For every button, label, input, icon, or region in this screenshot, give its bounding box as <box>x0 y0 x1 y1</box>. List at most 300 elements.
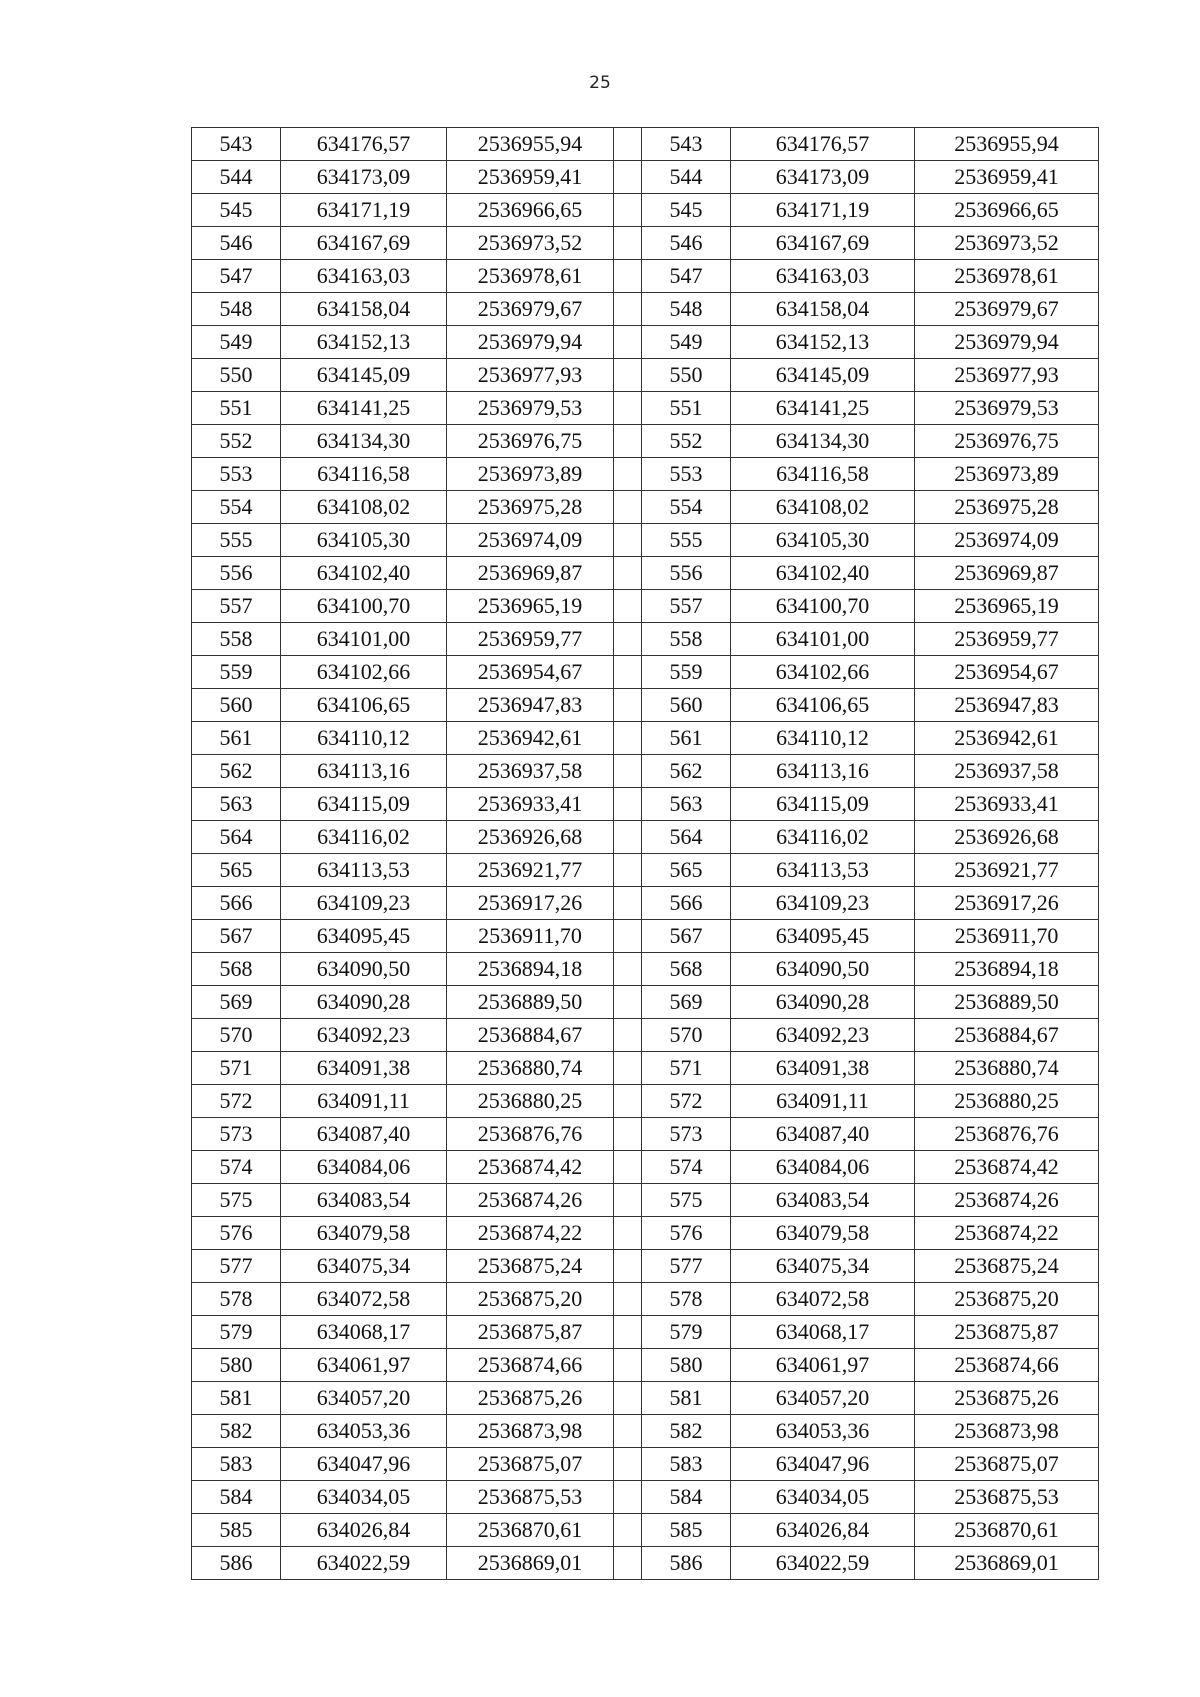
x-coordinate-cell: 634167,69 <box>281 227 447 260</box>
point-number-cell: 570 <box>642 1019 731 1052</box>
point-number-cell: 574 <box>642 1151 731 1184</box>
x-coordinate-cell: 634061,97 <box>281 1349 447 1382</box>
y-coordinate-cell: 2536874,22 <box>915 1217 1099 1250</box>
y-coordinate-cell: 2536965,19 <box>447 590 614 623</box>
table-row <box>192 1184 1099 1217</box>
separator-cell <box>614 788 642 821</box>
x-coordinate-cell: 634171,19 <box>281 194 447 227</box>
point-number-cell: 550 <box>192 359 281 392</box>
separator-cell <box>614 293 642 326</box>
table-row <box>192 656 1099 689</box>
y-coordinate-cell: 2536880,74 <box>447 1052 614 1085</box>
table-row <box>192 524 1099 557</box>
point-number-cell: 543 <box>642 128 731 161</box>
table-row <box>192 689 1099 722</box>
x-coordinate-cell: 634141,25 <box>281 392 447 425</box>
separator-cell <box>614 1415 642 1448</box>
x-coordinate-cell: 634163,03 <box>281 260 447 293</box>
y-coordinate-cell: 2536874,26 <box>915 1184 1099 1217</box>
x-coordinate-cell: 634068,17 <box>731 1316 915 1349</box>
table-row <box>192 887 1099 920</box>
point-number-cell: 572 <box>642 1085 731 1118</box>
separator-cell <box>614 425 642 458</box>
x-coordinate-cell: 634167,69 <box>731 227 915 260</box>
y-coordinate-cell: 2536917,26 <box>915 887 1099 920</box>
x-coordinate-cell: 634068,17 <box>281 1316 447 1349</box>
x-coordinate-cell: 634115,09 <box>731 788 915 821</box>
table-row <box>192 1382 1099 1415</box>
point-number-cell: 553 <box>642 458 731 491</box>
separator-cell <box>614 1448 642 1481</box>
table-row <box>192 986 1099 1019</box>
table-row <box>192 1448 1099 1481</box>
point-number-cell: 558 <box>642 623 731 656</box>
x-coordinate-cell: 634100,70 <box>731 590 915 623</box>
point-number-cell: 554 <box>192 491 281 524</box>
separator-cell <box>614 722 642 755</box>
table-row <box>192 953 1099 986</box>
point-number-cell: 568 <box>642 953 731 986</box>
point-number-cell: 549 <box>642 326 731 359</box>
y-coordinate-cell: 2536959,41 <box>915 161 1099 194</box>
x-coordinate-cell: 634087,40 <box>281 1118 447 1151</box>
table-row <box>192 260 1099 293</box>
y-coordinate-cell: 2536954,67 <box>915 656 1099 689</box>
table-row <box>192 1250 1099 1283</box>
point-number-cell: 551 <box>642 392 731 425</box>
point-number-cell: 574 <box>192 1151 281 1184</box>
table-row <box>192 326 1099 359</box>
y-coordinate-cell: 2536876,76 <box>915 1118 1099 1151</box>
table-row <box>192 1349 1099 1382</box>
y-coordinate-cell: 2536933,41 <box>447 788 614 821</box>
y-coordinate-cell: 2536889,50 <box>447 986 614 1019</box>
x-coordinate-cell: 634102,66 <box>281 656 447 689</box>
x-coordinate-cell: 634057,20 <box>281 1382 447 1415</box>
x-coordinate-cell: 634176,57 <box>731 128 915 161</box>
table-row <box>192 194 1099 227</box>
x-coordinate-cell: 634116,02 <box>281 821 447 854</box>
point-number-cell: 559 <box>192 656 281 689</box>
x-coordinate-cell: 634057,20 <box>731 1382 915 1415</box>
x-coordinate-cell: 634108,02 <box>731 491 915 524</box>
separator-cell <box>614 689 642 722</box>
y-coordinate-cell: 2536979,67 <box>915 293 1099 326</box>
point-number-cell: 571 <box>192 1052 281 1085</box>
table-row <box>192 161 1099 194</box>
separator-cell <box>614 755 642 788</box>
y-coordinate-cell: 2536978,61 <box>915 260 1099 293</box>
y-coordinate-cell: 2536880,74 <box>915 1052 1099 1085</box>
y-coordinate-cell: 2536869,01 <box>915 1547 1099 1580</box>
x-coordinate-cell: 634173,09 <box>281 161 447 194</box>
y-coordinate-cell: 2536880,25 <box>915 1085 1099 1118</box>
separator-cell <box>614 1316 642 1349</box>
y-coordinate-cell: 2536959,41 <box>447 161 614 194</box>
point-number-cell: 547 <box>192 260 281 293</box>
y-coordinate-cell: 2536869,01 <box>447 1547 614 1580</box>
y-coordinate-cell: 2536875,53 <box>915 1481 1099 1514</box>
x-coordinate-cell: 634134,30 <box>281 425 447 458</box>
x-coordinate-cell: 634053,36 <box>281 1415 447 1448</box>
x-coordinate-cell: 634113,53 <box>281 854 447 887</box>
point-number-cell: 582 <box>192 1415 281 1448</box>
y-coordinate-cell: 2536974,09 <box>447 524 614 557</box>
point-number-cell: 546 <box>192 227 281 260</box>
point-number-cell: 552 <box>192 425 281 458</box>
point-number-cell: 567 <box>642 920 731 953</box>
point-number-cell: 556 <box>642 557 731 590</box>
point-number-cell: 544 <box>192 161 281 194</box>
point-number-cell: 565 <box>192 854 281 887</box>
point-number-cell: 582 <box>642 1415 731 1448</box>
point-number-cell: 545 <box>192 194 281 227</box>
y-coordinate-cell: 2536894,18 <box>915 953 1099 986</box>
x-coordinate-cell: 634100,70 <box>281 590 447 623</box>
x-coordinate-cell: 634113,16 <box>731 755 915 788</box>
y-coordinate-cell: 2536969,87 <box>915 557 1099 590</box>
x-coordinate-cell: 634047,96 <box>731 1448 915 1481</box>
separator-cell <box>614 557 642 590</box>
point-number-cell: 579 <box>192 1316 281 1349</box>
point-number-cell: 569 <box>642 986 731 1019</box>
point-number-cell: 562 <box>192 755 281 788</box>
separator-cell <box>614 1547 642 1580</box>
table-row <box>192 1019 1099 1052</box>
y-coordinate-cell: 2536875,26 <box>447 1382 614 1415</box>
y-coordinate-cell: 2536976,75 <box>447 425 614 458</box>
x-coordinate-cell: 634116,58 <box>281 458 447 491</box>
point-number-cell: 584 <box>642 1481 731 1514</box>
point-number-cell: 549 <box>192 326 281 359</box>
y-coordinate-cell: 2536976,75 <box>915 425 1099 458</box>
x-coordinate-cell: 634072,58 <box>281 1283 447 1316</box>
y-coordinate-cell: 2536874,42 <box>915 1151 1099 1184</box>
x-coordinate-cell: 634145,09 <box>281 359 447 392</box>
y-coordinate-cell: 2536921,77 <box>915 854 1099 887</box>
table-row <box>192 1052 1099 1085</box>
separator-cell <box>614 1184 642 1217</box>
separator-cell <box>614 656 642 689</box>
table-row <box>192 392 1099 425</box>
y-coordinate-cell: 2536975,28 <box>447 491 614 524</box>
y-coordinate-cell: 2536975,28 <box>915 491 1099 524</box>
point-number-cell: 560 <box>642 689 731 722</box>
point-number-cell: 547 <box>642 260 731 293</box>
x-coordinate-cell: 634090,28 <box>281 986 447 1019</box>
table-row <box>192 854 1099 887</box>
y-coordinate-cell: 2536973,52 <box>915 227 1099 260</box>
y-coordinate-cell: 2536942,61 <box>447 722 614 755</box>
x-coordinate-cell: 634105,30 <box>281 524 447 557</box>
y-coordinate-cell: 2536966,65 <box>915 194 1099 227</box>
point-number-cell: 583 <box>642 1448 731 1481</box>
x-coordinate-cell: 634061,97 <box>731 1349 915 1382</box>
x-coordinate-cell: 634108,02 <box>281 491 447 524</box>
separator-cell <box>614 326 642 359</box>
separator-cell <box>614 1217 642 1250</box>
point-number-cell: 577 <box>192 1250 281 1283</box>
x-coordinate-cell: 634090,50 <box>281 953 447 986</box>
point-number-cell: 566 <box>192 887 281 920</box>
y-coordinate-cell: 2536875,20 <box>447 1283 614 1316</box>
point-number-cell: 583 <box>192 1448 281 1481</box>
x-coordinate-cell: 634091,11 <box>731 1085 915 1118</box>
table-row <box>192 722 1099 755</box>
separator-cell <box>614 227 642 260</box>
point-number-cell: 548 <box>192 293 281 326</box>
x-coordinate-cell: 634079,58 <box>281 1217 447 1250</box>
y-coordinate-cell: 2536977,93 <box>447 359 614 392</box>
y-coordinate-cell: 2536874,66 <box>447 1349 614 1382</box>
separator-cell <box>614 161 642 194</box>
y-coordinate-cell: 2536875,07 <box>915 1448 1099 1481</box>
y-coordinate-cell: 2536947,83 <box>915 689 1099 722</box>
table-row <box>192 128 1099 161</box>
point-number-cell: 567 <box>192 920 281 953</box>
coordinates-table-body <box>192 128 1099 1580</box>
table-row <box>192 293 1099 326</box>
x-coordinate-cell: 634102,66 <box>731 656 915 689</box>
point-number-cell: 557 <box>192 590 281 623</box>
y-coordinate-cell: 2536937,58 <box>915 755 1099 788</box>
table-row <box>192 788 1099 821</box>
separator-cell <box>614 1118 642 1151</box>
point-number-cell: 581 <box>642 1382 731 1415</box>
x-coordinate-cell: 634022,59 <box>281 1547 447 1580</box>
x-coordinate-cell: 634034,05 <box>281 1481 447 1514</box>
separator-cell <box>614 1514 642 1547</box>
y-coordinate-cell: 2536955,94 <box>447 128 614 161</box>
y-coordinate-cell: 2536959,77 <box>915 623 1099 656</box>
point-number-cell: 559 <box>642 656 731 689</box>
y-coordinate-cell: 2536969,87 <box>447 557 614 590</box>
x-coordinate-cell: 634145,09 <box>731 359 915 392</box>
x-coordinate-cell: 634095,45 <box>281 920 447 953</box>
point-number-cell: 551 <box>192 392 281 425</box>
y-coordinate-cell: 2536875,53 <box>447 1481 614 1514</box>
y-coordinate-cell: 2536876,76 <box>447 1118 614 1151</box>
separator-cell <box>614 1019 642 1052</box>
point-number-cell: 573 <box>642 1118 731 1151</box>
point-number-cell: 563 <box>192 788 281 821</box>
point-number-cell: 544 <box>642 161 731 194</box>
page-number: 25 <box>589 73 611 93</box>
separator-cell <box>614 524 642 557</box>
point-number-cell: 548 <box>642 293 731 326</box>
y-coordinate-cell: 2536884,67 <box>915 1019 1099 1052</box>
table-row <box>192 590 1099 623</box>
point-number-cell: 564 <box>192 821 281 854</box>
separator-cell <box>614 1481 642 1514</box>
x-coordinate-cell: 634087,40 <box>731 1118 915 1151</box>
point-number-cell: 566 <box>642 887 731 920</box>
point-number-cell: 585 <box>642 1514 731 1547</box>
x-coordinate-cell: 634083,54 <box>281 1184 447 1217</box>
table-row <box>192 755 1099 788</box>
point-number-cell: 565 <box>642 854 731 887</box>
y-coordinate-cell: 2536942,61 <box>915 722 1099 755</box>
x-coordinate-cell: 634110,12 <box>281 722 447 755</box>
point-number-cell: 586 <box>642 1547 731 1580</box>
x-coordinate-cell: 634106,65 <box>731 689 915 722</box>
table-row <box>192 1415 1099 1448</box>
y-coordinate-cell: 2536926,68 <box>447 821 614 854</box>
y-coordinate-cell: 2536889,50 <box>915 986 1099 1019</box>
y-coordinate-cell: 2536911,70 <box>447 920 614 953</box>
table-row <box>192 623 1099 656</box>
y-coordinate-cell: 2536875,26 <box>915 1382 1099 1415</box>
y-coordinate-cell: 2536979,53 <box>447 392 614 425</box>
x-coordinate-cell: 634176,57 <box>281 128 447 161</box>
point-number-cell: 550 <box>642 359 731 392</box>
x-coordinate-cell: 634091,38 <box>731 1052 915 1085</box>
point-number-cell: 570 <box>192 1019 281 1052</box>
table-row <box>192 491 1099 524</box>
point-number-cell: 578 <box>192 1283 281 1316</box>
x-coordinate-cell: 634158,04 <box>731 293 915 326</box>
y-coordinate-cell: 2536977,93 <box>915 359 1099 392</box>
x-coordinate-cell: 634022,59 <box>731 1547 915 1580</box>
x-coordinate-cell: 634101,00 <box>281 623 447 656</box>
point-number-cell: 555 <box>192 524 281 557</box>
point-number-cell: 580 <box>642 1349 731 1382</box>
x-coordinate-cell: 634105,30 <box>731 524 915 557</box>
x-coordinate-cell: 634113,16 <box>281 755 447 788</box>
y-coordinate-cell: 2536973,89 <box>447 458 614 491</box>
separator-cell <box>614 1085 642 1118</box>
x-coordinate-cell: 634102,40 <box>731 557 915 590</box>
point-number-cell: 556 <box>192 557 281 590</box>
table-row <box>192 1481 1099 1514</box>
point-number-cell: 555 <box>642 524 731 557</box>
point-number-cell: 576 <box>192 1217 281 1250</box>
y-coordinate-cell: 2536978,61 <box>447 260 614 293</box>
point-number-cell: 552 <box>642 425 731 458</box>
x-coordinate-cell: 634084,06 <box>281 1151 447 1184</box>
x-coordinate-cell: 634091,38 <box>281 1052 447 1085</box>
x-coordinate-cell: 634109,23 <box>281 887 447 920</box>
x-coordinate-cell: 634134,30 <box>731 425 915 458</box>
point-number-cell: 573 <box>192 1118 281 1151</box>
point-number-cell: 561 <box>192 722 281 755</box>
x-coordinate-cell: 634092,23 <box>731 1019 915 1052</box>
point-number-cell: 562 <box>642 755 731 788</box>
y-coordinate-cell: 2536875,87 <box>915 1316 1099 1349</box>
point-number-cell: 553 <box>192 458 281 491</box>
point-number-cell: 576 <box>642 1217 731 1250</box>
y-coordinate-cell: 2536965,19 <box>915 590 1099 623</box>
x-coordinate-cell: 634113,53 <box>731 854 915 887</box>
y-coordinate-cell: 2536870,61 <box>915 1514 1099 1547</box>
y-coordinate-cell: 2536917,26 <box>447 887 614 920</box>
point-number-cell: 586 <box>192 1547 281 1580</box>
point-number-cell: 585 <box>192 1514 281 1547</box>
x-coordinate-cell: 634116,58 <box>731 458 915 491</box>
table-row <box>192 1283 1099 1316</box>
y-coordinate-cell: 2536884,67 <box>447 1019 614 1052</box>
y-coordinate-cell: 2536911,70 <box>915 920 1099 953</box>
y-coordinate-cell: 2536875,87 <box>447 1316 614 1349</box>
y-coordinate-cell: 2536979,53 <box>915 392 1099 425</box>
point-number-cell: 584 <box>192 1481 281 1514</box>
x-coordinate-cell: 634141,25 <box>731 392 915 425</box>
y-coordinate-cell: 2536874,66 <box>915 1349 1099 1382</box>
x-coordinate-cell: 634053,36 <box>731 1415 915 1448</box>
x-coordinate-cell: 634115,09 <box>281 788 447 821</box>
point-number-cell: 571 <box>642 1052 731 1085</box>
point-number-cell: 578 <box>642 1283 731 1316</box>
table-row <box>192 557 1099 590</box>
x-coordinate-cell: 634075,34 <box>731 1250 915 1283</box>
x-coordinate-cell: 634092,23 <box>281 1019 447 1052</box>
separator-cell <box>614 392 642 425</box>
table-row <box>192 1118 1099 1151</box>
x-coordinate-cell: 634106,65 <box>281 689 447 722</box>
y-coordinate-cell: 2536966,65 <box>447 194 614 227</box>
y-coordinate-cell: 2536875,20 <box>915 1283 1099 1316</box>
point-number-cell: 543 <box>192 128 281 161</box>
separator-cell <box>614 260 642 293</box>
x-coordinate-cell: 634034,05 <box>731 1481 915 1514</box>
x-coordinate-cell: 634152,13 <box>281 326 447 359</box>
x-coordinate-cell: 634116,02 <box>731 821 915 854</box>
y-coordinate-cell: 2536875,24 <box>915 1250 1099 1283</box>
separator-cell <box>614 623 642 656</box>
separator-cell <box>614 887 642 920</box>
separator-cell <box>614 491 642 524</box>
point-number-cell: 560 <box>192 689 281 722</box>
x-coordinate-cell: 634101,00 <box>731 623 915 656</box>
y-coordinate-cell: 2536926,68 <box>915 821 1099 854</box>
point-number-cell: 580 <box>192 1349 281 1382</box>
separator-cell <box>614 458 642 491</box>
y-coordinate-cell: 2536874,22 <box>447 1217 614 1250</box>
point-number-cell: 545 <box>642 194 731 227</box>
x-coordinate-cell: 634075,34 <box>281 1250 447 1283</box>
y-coordinate-cell: 2536937,58 <box>447 755 614 788</box>
y-coordinate-cell: 2536894,18 <box>447 953 614 986</box>
y-coordinate-cell: 2536921,77 <box>447 854 614 887</box>
y-coordinate-cell: 2536979,94 <box>915 326 1099 359</box>
separator-cell <box>614 854 642 887</box>
x-coordinate-cell: 634110,12 <box>731 722 915 755</box>
x-coordinate-cell: 634026,84 <box>731 1514 915 1547</box>
y-coordinate-cell: 2536874,42 <box>447 1151 614 1184</box>
y-coordinate-cell: 2536873,98 <box>447 1415 614 1448</box>
x-coordinate-cell: 634163,03 <box>731 260 915 293</box>
x-coordinate-cell: 634090,28 <box>731 986 915 1019</box>
coordinates-table <box>191 127 1099 1580</box>
y-coordinate-cell: 2536973,89 <box>915 458 1099 491</box>
x-coordinate-cell: 634084,06 <box>731 1151 915 1184</box>
point-number-cell: 554 <box>642 491 731 524</box>
table-row <box>192 1316 1099 1349</box>
separator-cell <box>614 194 642 227</box>
y-coordinate-cell: 2536873,98 <box>915 1415 1099 1448</box>
table-row <box>192 821 1099 854</box>
y-coordinate-cell: 2536974,09 <box>915 524 1099 557</box>
y-coordinate-cell: 2536870,61 <box>447 1514 614 1547</box>
x-coordinate-cell: 634102,40 <box>281 557 447 590</box>
separator-cell <box>614 1349 642 1382</box>
x-coordinate-cell: 634152,13 <box>731 326 915 359</box>
separator-cell <box>614 1283 642 1316</box>
table-row <box>192 920 1099 953</box>
point-number-cell: 577 <box>642 1250 731 1283</box>
x-coordinate-cell: 634109,23 <box>731 887 915 920</box>
point-number-cell: 558 <box>192 623 281 656</box>
